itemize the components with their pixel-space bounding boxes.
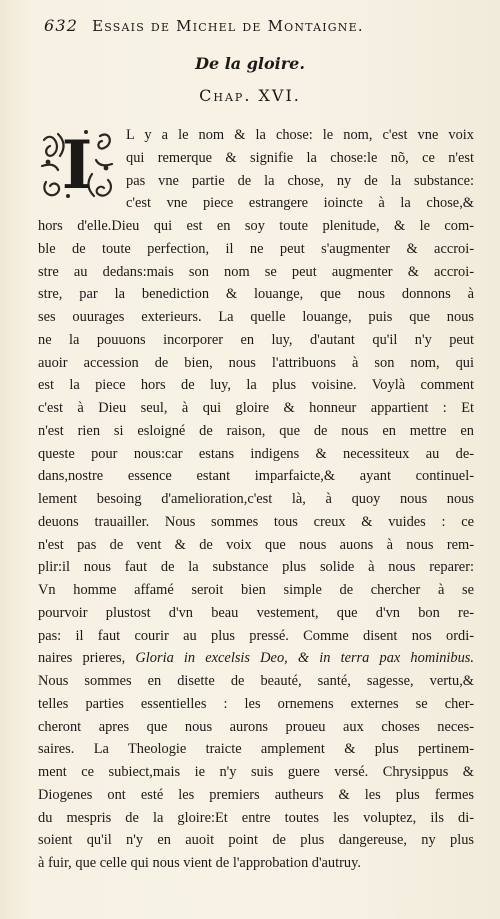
text-segment: naires prieres, (38, 650, 136, 667)
text-line: du mespris de la gloire:Et entre toutes les voluptez, ils di- (38, 809, 474, 826)
essay-title: De la gloire. (195, 54, 305, 73)
text-line: ble de toute perfection, il ne peut s'augmenter & accroi- (38, 240, 474, 257)
text-line: deuons trauailler. Nous sommes tous creux & vuides : ce (38, 513, 474, 530)
text-line: saires. La Theologie traicte amplement & plus pertinem- (38, 741, 474, 758)
text-line: ne la pouuons incorporer en luy, d'autant qu'il n'y peut (38, 331, 474, 348)
text-line: L y a le nom & la chose: le nom, c'est vne voix (126, 127, 474, 143)
text-line: hors d'elle.Dieu qui est en soy toute plenitude, & le com- (38, 218, 474, 234)
text-line: Nous sommes en disette de beauté, santé, sagesse, vertu,& (38, 673, 474, 689)
text-line: telles parties essentielles : les ornemens externes se cher- (38, 695, 474, 712)
running-title: Essais de Michel de Montaigne. (92, 17, 364, 35)
text-line: lement besoing d'amelioration,c'est là, à quoy nous nous (38, 491, 474, 507)
text-line: auoir accession de bien, nous l'attribuons à son nom, qui (38, 354, 474, 371)
text-line: c'est vne piece estrangere ioincte à la chose,& (126, 195, 474, 212)
text-line: stre au dedans:mais son nom se peut augmenter & accroi- (38, 263, 474, 280)
text-line: qui remerque & signifie la chose:le nõ, ce n'est (126, 149, 474, 166)
text-line: pourvoir plustost d'vn beau vestement, que d'vn bon re- (38, 604, 474, 621)
text-line: Diogenes ont esté les premiers autheurs & les plus fermes (38, 786, 474, 803)
chapter-heading: Chap. XVI. (199, 86, 301, 105)
text-line: soient qu'il n'y en auoit point de plus dangereuse, ny plus (38, 832, 474, 849)
text-line: pas vne partie de la chose, ny de la substance: (126, 172, 474, 189)
text-line: pas: il faut courir au plus pressé. Comme disent nos ordi- (38, 627, 474, 644)
text-line: dans,nostre essence estant imparfaicte,& ayant continuel- (38, 468, 474, 485)
text-line: n'est pas de vent & de voix que nous auons à nous rem- (38, 536, 474, 553)
text-line: queste pour nous:car estans indigens & necessiteux au de- (38, 445, 474, 462)
text-line: cheront apres que nous aurons proueu aux choses neces- (38, 718, 474, 735)
running-head (44, 16, 464, 35)
text-line-with-latin-quote (38, 647, 474, 670)
text-line: plir:il nous faut de la substance plus solide à nous reparer: (38, 559, 474, 576)
text-line: Vn homme affamé seroit bien simple de chercher à se (38, 582, 474, 598)
text-line: est la piece hors de luy, la plus voisine. Voylà comment (38, 377, 474, 394)
text-line: à fuir, que celle qui nous vient de l'approbation d'autruy. (38, 855, 361, 871)
text-line: stre, par la benediction & louange, que nous donnons à (38, 286, 474, 303)
text-line: n'est rien si esloigné de raison, que de nous en mettre en (38, 422, 474, 439)
page-number: 632 (44, 16, 79, 35)
text-line: ment ce subiect,mais ie n'y suis guere versé. Chrysippus & (38, 764, 474, 780)
drop-cap-letter: I (61, 126, 93, 204)
body-text (38, 124, 474, 875)
text-line: c'est à Dieu seul, à qui gloire & honneur appartient : Et (38, 400, 474, 416)
text-line: ses ouurages exterieurs. La quelle louange, puis que nous (38, 309, 474, 325)
latin-quotation: Gloria in excelsis Deo, & in terra pax hominibus. (135, 650, 474, 667)
